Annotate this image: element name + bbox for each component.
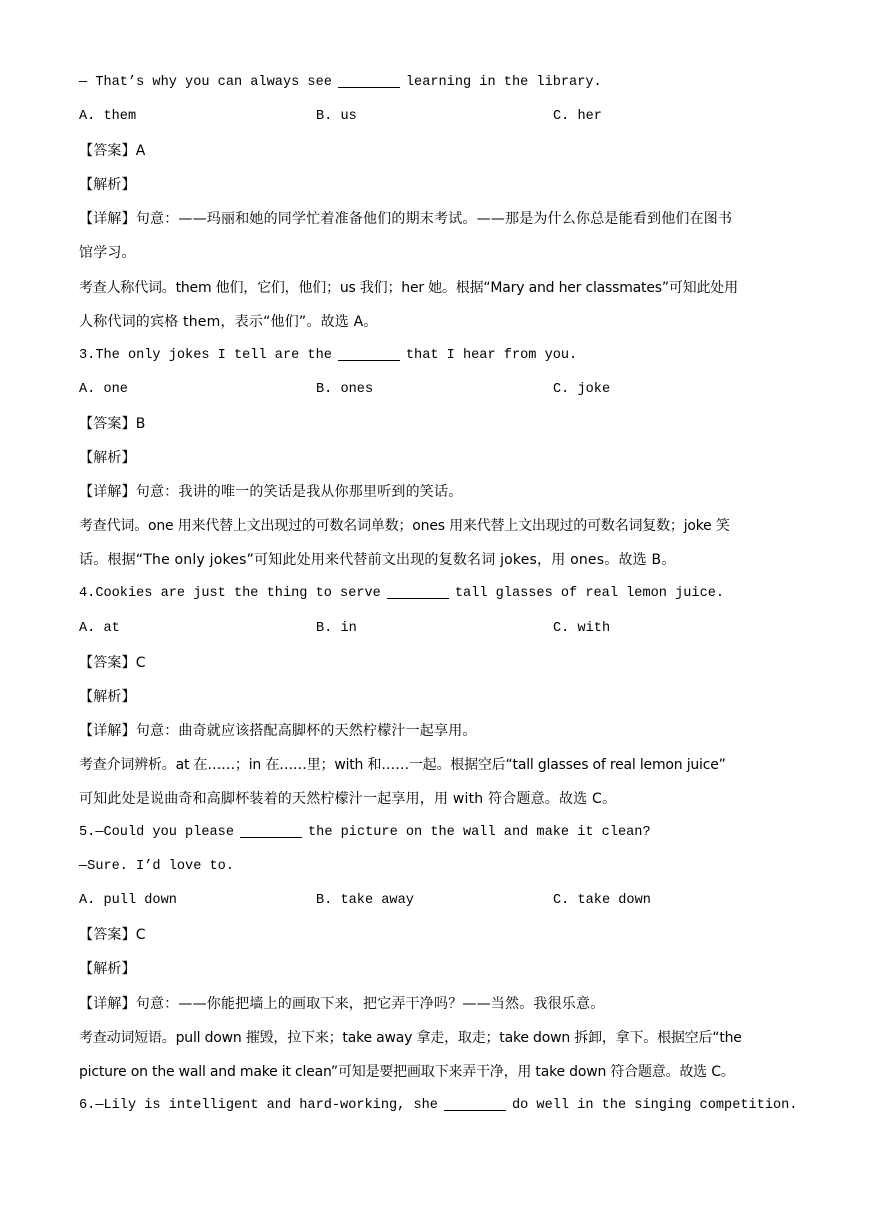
text: 4.Cookies are just the thing to serve [79,586,381,602]
document-page [79,66,798,1123]
answer-line: 【答案】A [79,143,146,160]
analysis-heading: 【解析】 [79,450,136,467]
answer-blank [338,346,400,361]
text: 3.The only jokes I tell are the [79,347,332,363]
explanation-line: 考查介词辨析。at 在……；in 在……里；with 和……一起。根据空后“tall glasses of real lemon juice” [79,756,726,773]
option-b: B. ones [316,381,374,397]
option-b: B. take away [316,893,414,909]
option-a: A. them [79,109,137,125]
text: 6.—Lily is intelligent and hard-working, she [79,1097,438,1113]
option-c: C. with [553,620,611,636]
answer-blank [240,823,302,838]
analysis-heading: 【解析】 [79,961,136,978]
text: tall glasses of real lemon juice. [454,586,725,602]
explanation-line: 话。根据“The only jokes”可知此处用来代替前文出现的复数名词 jokes，用 ones。故选 B。 [79,552,676,569]
detail-line: 【详解】句意：——玛丽和她的同学忙着准备他们的期末考试。——那是为什么你总是能看到他们在图书 [79,211,733,228]
option-c: C. take down [553,893,651,909]
answer-line: 【答案】C [79,654,146,671]
question-6 [79,1089,798,1123]
analysis-heading: 【解析】 [79,688,136,705]
detail-line: 【详解】句意：我讲的唯一的笑话是我从你那里听到的笑话。 [79,484,463,501]
option-c: C. joke [553,381,611,397]
answer-blank [387,584,449,599]
text: that I hear from you. [405,347,578,363]
question-2-reply [79,66,791,100]
text: the picture on the wall and make it clean? [308,825,651,841]
option-b: B. us [316,109,357,125]
option-c: C. her [553,109,602,125]
question-4 [79,577,791,611]
detail-line: 【详解】句意：——你能把墙上的画取下来，把它弄干净吗？——当然。我很乐意。 [79,995,605,1012]
explanation-line: 人称代词的宾格 them，表示“他们”。故选 A。 [79,313,378,330]
explanation-line: 可知此处是说曲奇和高脚杯装着的天然柠檬汁一起享用，用 with 符合题意。故选 C。 [79,790,617,807]
answer-line: 【答案】B [79,415,146,432]
explanation-line: 考查动词短语。pull down 摧毁，拉下来；take away 拿走，取走；take down 拆卸，拿下。根据空后“the [79,1029,742,1046]
explanation-line: picture on the wall and make it clean”可知是要把画取下来弄干净，用 take down 符合题意。故选 C。 [79,1063,735,1080]
detail-line: 馆学习。 [79,245,136,262]
question-2-options [79,100,791,134]
question-3-options [79,373,791,407]
question-5-options [79,884,791,918]
question-5 [79,816,791,850]
question-4-options [79,612,791,646]
answer-blank [338,73,400,88]
option-a: A. pull down [79,893,177,909]
option-a: A. at [79,620,120,636]
answer-blank [444,1096,506,1111]
option-b: B. in [316,620,357,636]
detail-line: 【详解】句意：曲奇就应该搭配高脚杯的天然柠檬汁一起享用。 [79,722,477,739]
option-a: A. one [79,381,128,397]
question-5-reply: —Sure. I’d love to. [79,859,234,875]
question-3 [79,339,791,373]
explanation-line: 考查代词。one 用来代替上文出现过的可数名词单数；ones 用来代替上文出现过的可数名词复数；joke 笑 [79,518,730,535]
text: learning in the library. [405,75,602,90]
explanation-line: 考查人称代词。them 他们，它们，他们；us 我们；her 她。根据“Mary and her classmates”可知此处用 [79,279,738,296]
text: do well in the singing competition. [511,1097,798,1113]
text: — That’s why you can always see [79,75,332,90]
analysis-heading: 【解析】 [79,177,136,194]
text: 5.—Could you please [79,825,234,841]
answer-line: 【答案】C [79,927,146,944]
